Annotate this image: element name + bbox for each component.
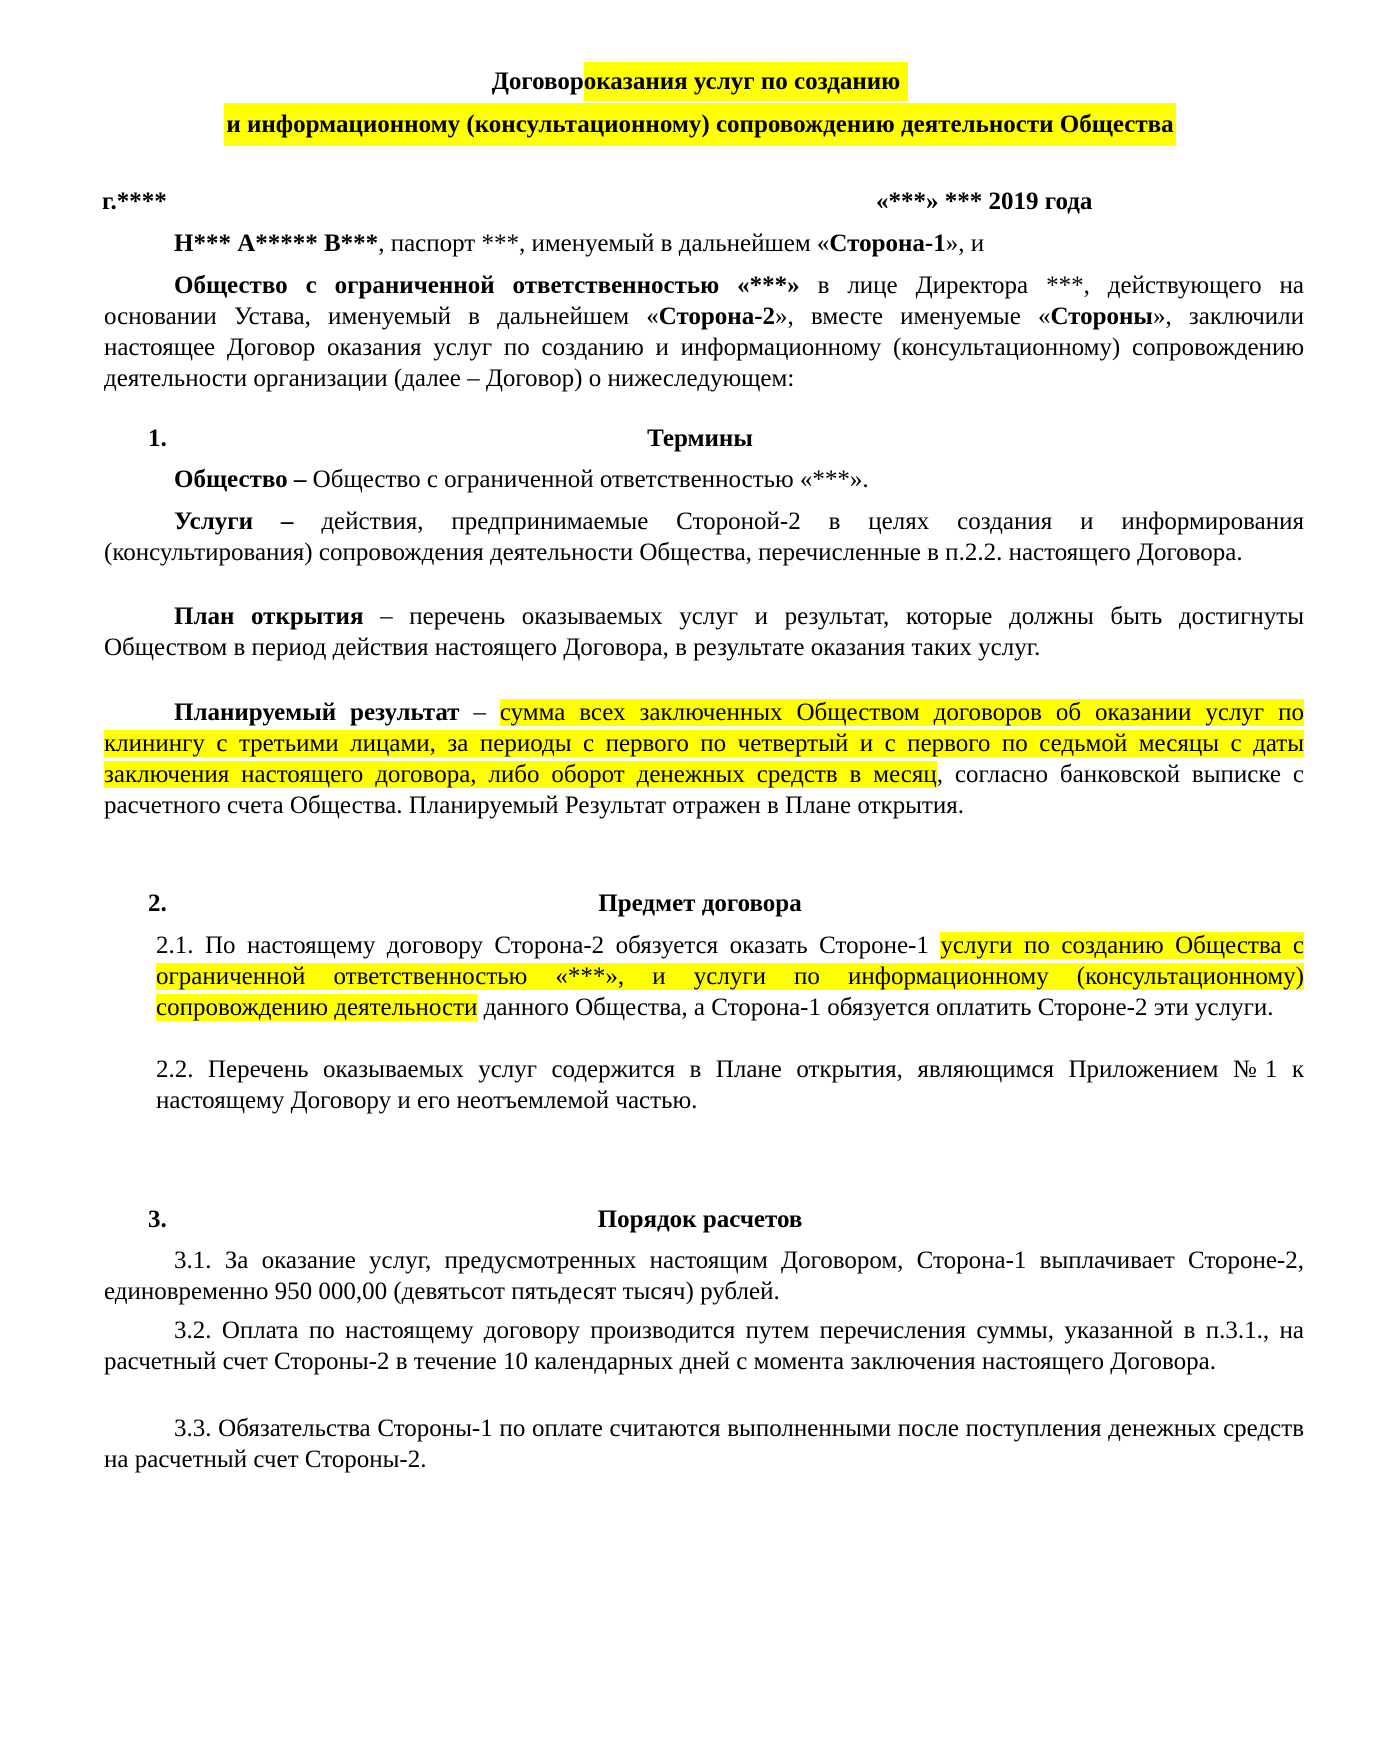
clause-2-1-number: 2.1. [156, 932, 194, 959]
document-title-line-1 [0, 62, 1400, 101]
section-1-number: 1. [148, 425, 167, 452]
section-1-title: Термины [647, 425, 753, 452]
contract-date: «***» *** 2019 года [876, 188, 1093, 215]
party-1-text-b: », и [945, 230, 985, 257]
section-2-title: Предмет договора [598, 890, 802, 917]
city: г.**** [102, 188, 167, 215]
term-company [104, 464, 1304, 495]
party-1-name: Н*** А***** В*** [174, 230, 379, 257]
party-2-name: Общество с ограниченной ответственностью «***» [174, 272, 800, 299]
clause-2-1-text-b: данного Общества, а Сторона-1 обязуется оплатить Стороне-2 эти услуги. [477, 994, 1274, 1021]
clause-2-2 [156, 1054, 1304, 1116]
preamble-party-2 [104, 270, 1304, 394]
party-2-text-c: », заключили настоящее Договор оказания услуг по созданию и информационному (консультационному) сопровождению деятельности организации (далее – Договор) о нижеследующем: [104, 303, 1305, 392]
party-1-text-a: , паспорт ***, именуемый в дальнейшем « [378, 230, 830, 257]
section-3-title: Порядок расчетов [597, 1206, 803, 1233]
section-3-heading [0, 1204, 1400, 1235]
term-company-def: Общество с ограниченной ответственностью «***». [306, 466, 869, 493]
party-1-alias: Сторона-1 [829, 230, 946, 257]
title-highlight-2: и информационному (консультационному) сопровождению деятельности Общества [224, 103, 1175, 146]
preamble-party-1 [104, 228, 1304, 259]
term-services-def: действия, предпринимаемые Стороной-2 в целях создания и информирования (консультирования) сопровождения деятельности Общества, перечисленные в п.2.2. настоящего Договора. [104, 508, 1304, 566]
clause-3-1: 3.1. За оказание услуг, предусмотренных настоящим Договором, Сторона-1 выплачивает Стороне-2, единовременно 950 000,00 (девятьсот пятьдесят тысяч) рублей. [104, 1247, 1304, 1305]
clause-2-1-highlight: услуги по созданию Общества с ограниченной ответственностью «***», и услуги по информационному (консультационному) сопровождению деятельности [156, 932, 1304, 1021]
term-services-name: Услуги – [174, 508, 294, 535]
title-highlight-1: оказания услуг по созданию [584, 62, 909, 101]
term-opening-plan [104, 601, 1304, 663]
party-2-alias: Сторона-2 [658, 303, 776, 330]
title-plain: Договор [491, 68, 584, 95]
section-1-heading [0, 423, 1400, 454]
term-planned-result-dash: – [459, 699, 500, 726]
party-2-text-b: », вместе именуемые « [775, 303, 1051, 330]
term-planned-result-name: Планируемый результат [174, 699, 460, 726]
clause-2-2-text: Перечень оказываемых услуг содержится в Плане открытия, являющимся Приложением №1 к настоящему Договору и его неотъемлемой частью. [156, 1056, 1304, 1114]
term-services [104, 506, 1304, 568]
term-planned-result [104, 697, 1304, 821]
term-opening-plan-def: – перечень оказываемых услуг и результат, которые должны быть достигнуты Обществом в период действия настоящего Договора, в результате оказания таких услуг. [104, 603, 1304, 661]
term-opening-plan-name: План открытия [174, 603, 364, 630]
section-3-number: 3. [148, 1206, 167, 1233]
term-planned-result-tail: , согласно банковской выписке с расчетного счета Общества. Планируемый Результат отражен в Плане открытия. [104, 761, 1304, 819]
term-company-name: Общество – [174, 466, 307, 493]
term-planned-result-highlight: сумма всех заключенных Обществом договоров об оказании услуг по клинингу с третьими лицами, за периоды с первого по четвертый и с первого по седьмой месяцы с даты заключения настоящего договора, либо оборот денежных средств в месяц [104, 699, 1304, 788]
clause-3-2: 3.2. Оплата по настоящему договору производится путем перечисления суммы, указанной в п.3.1., на расчетный счет Стороны-2 в течение 10 календарных дней с момента заключения настоящего Договора. [104, 1317, 1304, 1375]
party-2-text-a: в лице Директора ***, действующего на основании Устава, именуемый в дальнейшем « [104, 272, 1304, 330]
clause-2-1-text-a: По настоящему договору Сторона-2 обязуется оказать Стороне-1 [193, 932, 941, 959]
section-2-heading [0, 888, 1400, 919]
section-2-number: 2. [148, 890, 167, 917]
clause-2-2-number: 2.2. [156, 1056, 194, 1083]
clause-3-3: 3.3. Обязательства Стороны-1 по оплате считаются выполненными после поступления денежных средств на расчетный счет Стороны-2. [104, 1415, 1304, 1473]
document-title-line-2 [0, 103, 1400, 146]
parties-alias: Стороны [1050, 303, 1153, 330]
clause-2-1 [156, 930, 1304, 1023]
